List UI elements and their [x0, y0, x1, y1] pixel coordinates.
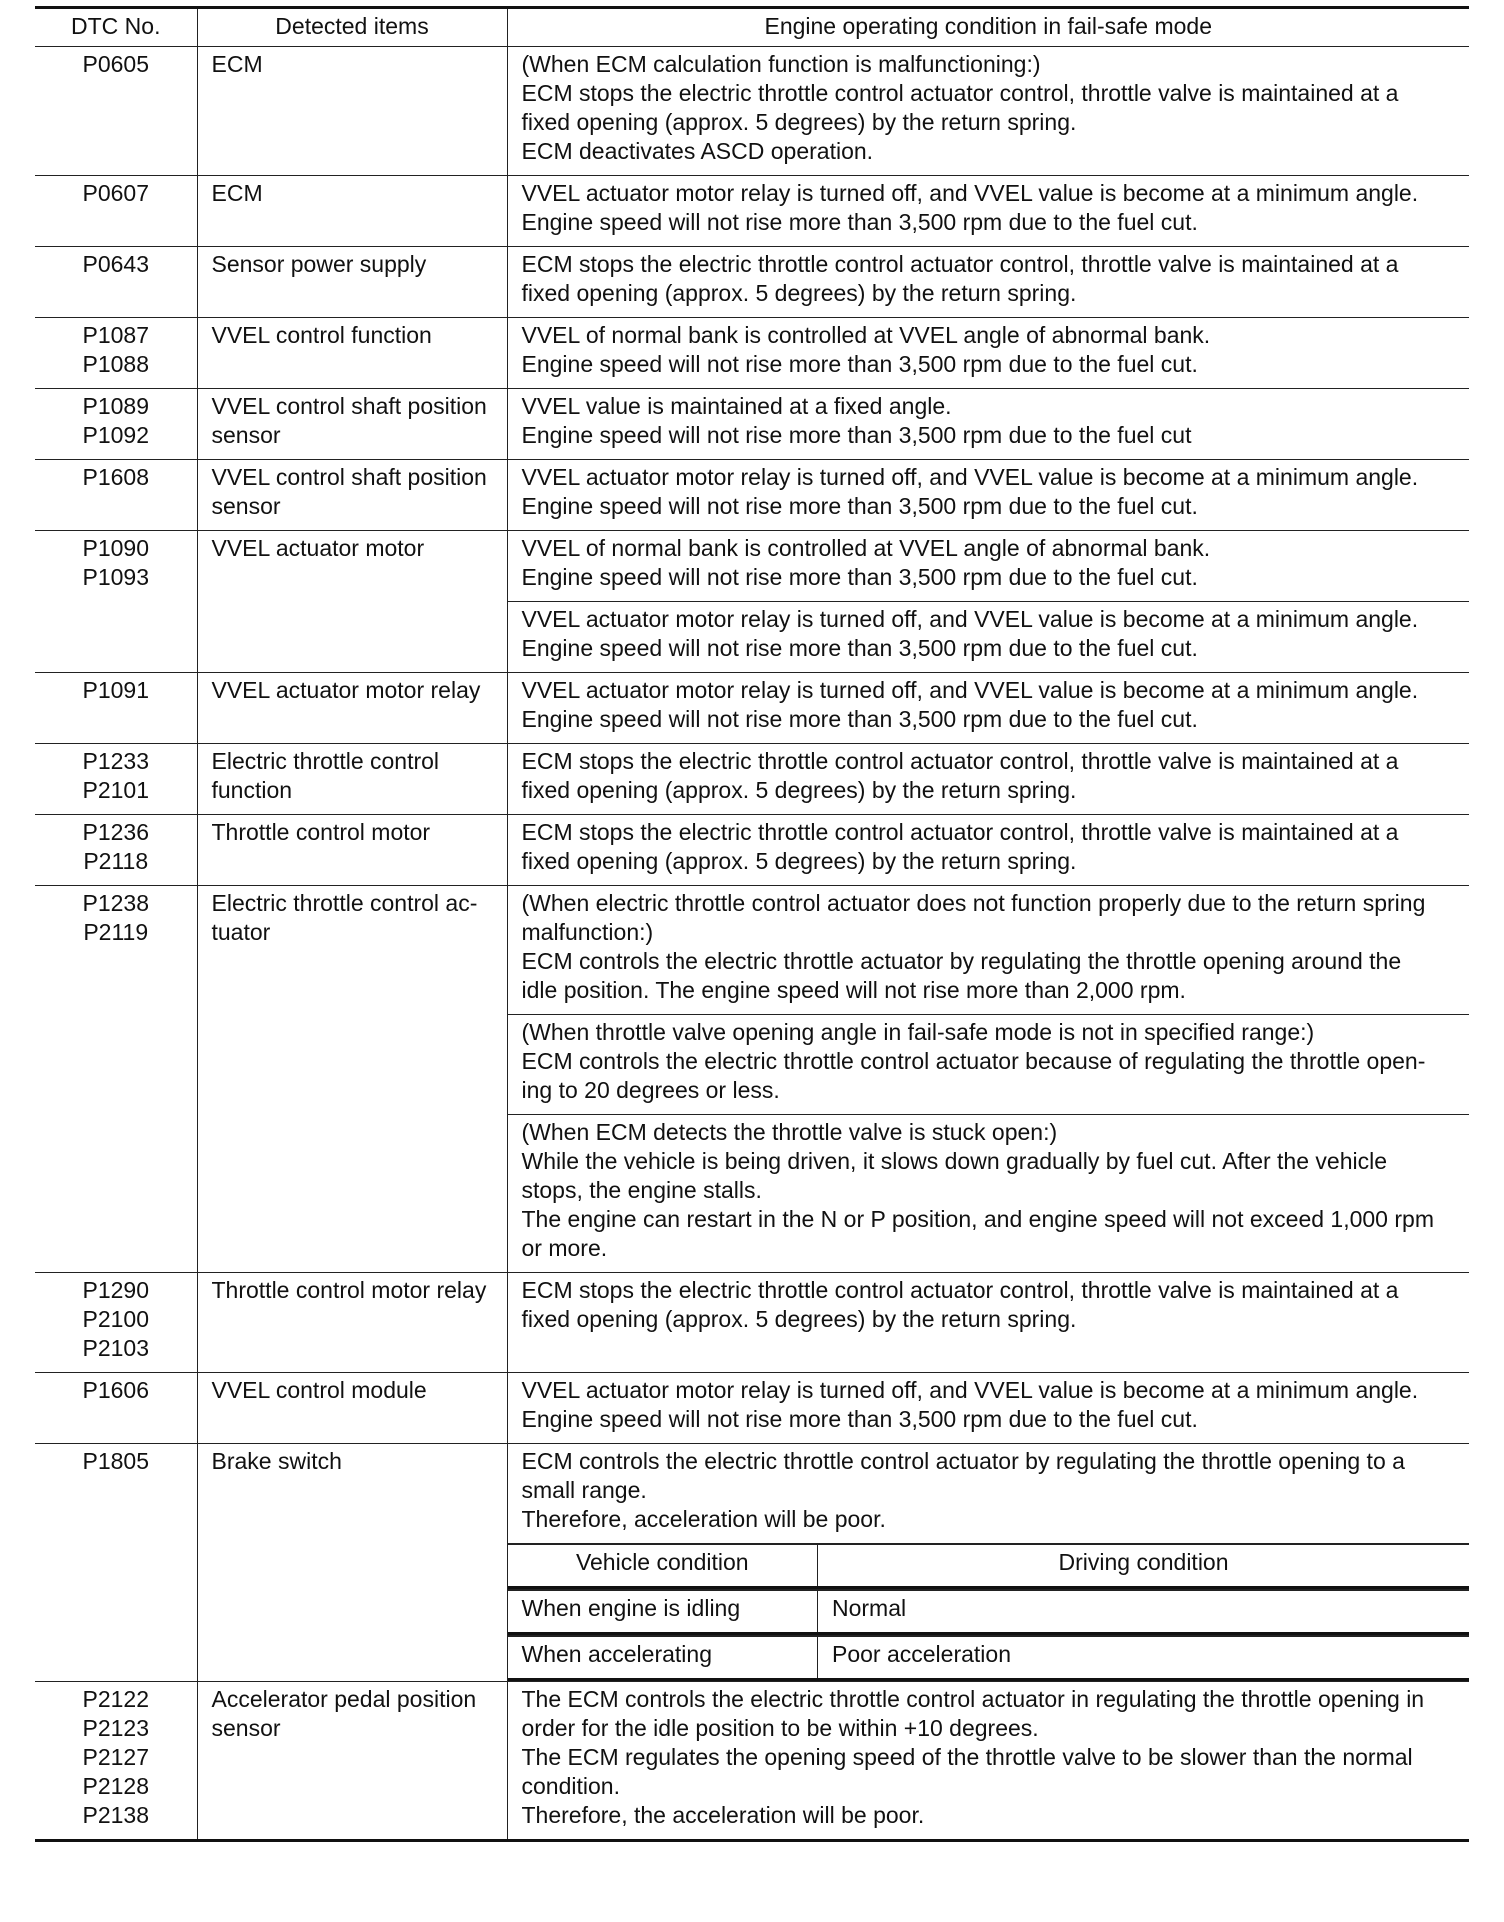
subtable-value: Poor acceleration [818, 1637, 1470, 1680]
condition-text: ECM stops the electric throttle control actuator control, throttle valve is maintained at a [521, 251, 1399, 277]
detected-item-cell [197, 886, 507, 1273]
dtc-code: P1091 [82, 677, 149, 703]
condition-cell [507, 247, 1469, 318]
condition-text: (When ECM calculation function is malfunctioning:) [521, 51, 1041, 77]
detected-item-cell [197, 460, 507, 531]
condition-text: Engine speed will not rise more than 3,500 rpm due to the fuel cut. [521, 1406, 1198, 1432]
dtc-code: P1238 [82, 890, 149, 916]
dtc-code: P1236 [82, 819, 149, 845]
condition-text: (When electric throttle control actuator does not function properly due to the return spring [521, 890, 1426, 916]
dtc-code: P1087 [82, 322, 149, 348]
dtc-code: P2119 [83, 919, 149, 945]
condition-text: ECM stops the electric throttle control actuator control, throttle valve is maintained at a [521, 819, 1399, 845]
condition-text: Engine speed will not rise more than 3,500 rpm due to the fuel cut [521, 422, 1192, 448]
condition-text: fixed opening (approx. 5 degrees) by the return spring. [521, 109, 1077, 135]
detected-item-cell [197, 815, 507, 886]
fail-safe-table [35, 6, 1469, 1842]
condition-text: Therefore, acceleration will be poor. [521, 1506, 886, 1532]
detected-item-text: VVEL control function [211, 322, 432, 348]
detected-item-text: Accelerator pedal position [211, 1686, 477, 1712]
condition-cell [507, 1444, 1469, 1544]
condition-text: fixed opening (approx. 5 degrees) by the return spring. [521, 848, 1077, 874]
condition-text: Engine speed will not rise more than 3,500 rpm due to the fuel cut. [521, 493, 1198, 519]
dtc-cell [35, 247, 197, 318]
condition-cell [507, 460, 1469, 531]
condition-text: The engine can restart in the N or P position, and engine speed will not exceed 1,000 rpm [521, 1206, 1434, 1232]
detected-item-text: Brake switch [211, 1448, 342, 1474]
condition-text: ECM stops the electric throttle control actuator control, throttle valve is maintained at a [521, 748, 1399, 774]
dtc-cell [35, 531, 197, 673]
condition-cell [507, 1273, 1469, 1373]
condition-text: (When ECM detects the throttle valve is stuck open:) [521, 1119, 1058, 1145]
detected-item-cell [197, 1444, 507, 1682]
condition-text: Engine speed will not rise more than 3,500 rpm due to the fuel cut. [521, 635, 1198, 661]
header-detected-items: Detected items [197, 8, 507, 47]
dtc-code: P2103 [82, 1335, 149, 1361]
dtc-cell [35, 460, 197, 531]
condition-text: ECM controls the electric throttle control actuator because of regulating the throttle open- [521, 1048, 1426, 1074]
table-row [35, 389, 1469, 460]
detected-item-cell [197, 673, 507, 744]
header-dtc-no: DTC No. [35, 8, 197, 47]
condition-text: VVEL of normal bank is controlled at VVEL angle of abnormal bank. [521, 322, 1211, 348]
condition-text: VVEL actuator motor relay is turned off, and VVEL value is become at a minimum angle. [521, 180, 1419, 206]
table-row [35, 1682, 1469, 1841]
condition-text: malfunction:) [521, 919, 654, 945]
condition-text: The ECM controls the electric throttle control actuator in regulating the throttle opening in [521, 1686, 1425, 1712]
detected-item-text: VVEL control shaft position [211, 464, 487, 490]
dtc-code: P2127 [82, 1744, 149, 1770]
condition-text: ECM stops the electric throttle control actuator control, throttle valve is maintained at a [521, 80, 1399, 106]
dtc-code: P0605 [82, 51, 149, 77]
table-row [35, 460, 1469, 531]
condition-text: Therefore, the acceleration will be poor. [521, 1802, 925, 1828]
dtc-cell [35, 389, 197, 460]
detected-item-text: tuator [211, 919, 271, 945]
condition-text: Engine speed will not rise more than 3,500 rpm due to the fuel cut. [521, 351, 1198, 377]
detected-item-text: Throttle control motor [211, 819, 431, 845]
dtc-code: P1608 [82, 464, 149, 490]
dtc-cell [35, 1444, 197, 1682]
condition-text: or more. [521, 1235, 608, 1261]
condition-text: stops, the engine stalls. [521, 1177, 762, 1203]
table-row [35, 744, 1469, 815]
dtc-cell [35, 1273, 197, 1373]
condition-text: (When throttle valve opening angle in fail-safe mode is not in specified range:) [521, 1019, 1315, 1045]
condition-subtable [508, 1544, 1470, 1589]
subtable-cell [507, 1544, 1469, 1590]
table-row [35, 1373, 1469, 1444]
condition-cell [507, 318, 1469, 389]
table-row [35, 247, 1469, 318]
condition-text: Engine speed will not rise more than 3,500 rpm due to the fuel cut. [521, 209, 1198, 235]
condition-cell [507, 1682, 1469, 1841]
condition-text: ECM controls the electric throttle actuator by regulating the throttle opening around the [521, 948, 1402, 974]
condition-text: ECM deactivates ASCD operation. [521, 138, 874, 164]
condition-text: VVEL actuator motor relay is turned off, and VVEL value is become at a minimum angle. [521, 1377, 1419, 1403]
dtc-code: P2128 [82, 1773, 149, 1799]
table-row [35, 318, 1469, 389]
subtable-cell [507, 1590, 1469, 1636]
condition-cell [507, 1373, 1469, 1444]
detected-item-cell [197, 318, 507, 389]
dtc-code: P2101 [82, 777, 149, 803]
detected-item-text: function [211, 777, 293, 803]
condition-text: ECM controls the electric throttle control actuator by regulating the throttle opening to a [521, 1448, 1405, 1474]
dtc-code: P1088 [82, 351, 149, 377]
dtc-code: P1090 [82, 535, 149, 561]
condition-subtable [508, 1590, 1470, 1635]
dtc-code: P2123 [82, 1715, 149, 1741]
table-row [35, 815, 1469, 886]
detected-item-text: Throttle control motor relay [211, 1277, 487, 1303]
detected-item-cell [197, 1373, 507, 1444]
detected-item-text: VVEL control module [211, 1377, 427, 1403]
detected-item-text: VVEL actuator motor relay [211, 677, 481, 703]
condition-cell [507, 531, 1469, 602]
dtc-code: P0607 [82, 180, 149, 206]
subtable-header: Vehicle condition [508, 1545, 818, 1588]
table-row [35, 531, 1469, 602]
dtc-code: P1290 [82, 1277, 149, 1303]
dtc-cell [35, 815, 197, 886]
condition-text: VVEL actuator motor relay is turned off, and VVEL value is become at a minimum angle. [521, 677, 1419, 703]
subtable-value: When engine is idling [508, 1591, 818, 1634]
dtc-code: P2138 [82, 1802, 149, 1828]
dtc-cell [35, 47, 197, 176]
table-row [35, 886, 1469, 1015]
table-row [35, 673, 1469, 744]
condition-text: VVEL value is maintained at a fixed angle. [521, 393, 952, 419]
dtc-code: P1233 [82, 748, 149, 774]
detected-item-text: sensor [211, 422, 281, 448]
condition-text: order for the idle position to be within +10 degrees. [521, 1715, 1039, 1741]
table-header-row [35, 8, 1469, 47]
condition-cell [507, 815, 1469, 886]
dtc-cell [35, 673, 197, 744]
detected-item-text: sensor [211, 1715, 281, 1741]
detected-item-cell [197, 1682, 507, 1841]
condition-text: fixed opening (approx. 5 degrees) by the return spring. [521, 280, 1077, 306]
condition-subtable [508, 1636, 1470, 1681]
dtc-code: P0643 [82, 251, 149, 277]
condition-text: VVEL of normal bank is controlled at VVEL angle of abnormal bank. [521, 535, 1211, 561]
detected-item-text: Sensor power supply [211, 251, 427, 277]
dtc-code: P2122 [82, 1686, 149, 1712]
condition-text: fixed opening (approx. 5 degrees) by the return spring. [521, 777, 1077, 803]
detected-item-text: Electric throttle control ac- [211, 890, 478, 916]
condition-text: idle position. The engine speed will not rise more than 2,000 rpm. [521, 977, 1186, 1003]
condition-text: While the vehicle is being driven, it slows down gradually by fuel cut. After the vehicle [521, 1148, 1387, 1174]
condition-text: The ECM regulates the opening speed of the throttle valve to be slower than the normal [521, 1744, 1413, 1770]
condition-text: VVEL actuator motor relay is turned off, and VVEL value is become at a minimum angle. [521, 464, 1419, 490]
condition-text: condition. [521, 1773, 620, 1799]
detected-item-text: VVEL actuator motor [211, 535, 425, 561]
detected-item-cell [197, 47, 507, 176]
condition-text: ing to 20 degrees or less. [521, 1077, 780, 1103]
detected-item-text: VVEL control shaft position [211, 393, 487, 419]
detected-item-cell [197, 389, 507, 460]
table-row [35, 176, 1469, 247]
dtc-code: P1089 [82, 393, 149, 419]
header-engine-condition: Engine operating condition in fail-safe mode [507, 8, 1469, 47]
subtable-cell [507, 1636, 1469, 1682]
subtable-value: Normal [818, 1591, 1470, 1634]
detected-item-cell [197, 1273, 507, 1373]
detected-item-cell [197, 531, 507, 673]
detected-item-text: ECM [211, 51, 263, 77]
condition-cell [507, 673, 1469, 744]
condition-cell [507, 47, 1469, 176]
dtc-code: P1093 [82, 564, 149, 590]
condition-cell [507, 602, 1469, 673]
dtc-cell [35, 1682, 197, 1841]
detected-item-cell [197, 247, 507, 318]
table-row [35, 1273, 1469, 1373]
condition-cell [507, 389, 1469, 460]
dtc-code: P2118 [83, 848, 149, 874]
table-row [35, 47, 1469, 176]
dtc-cell [35, 1373, 197, 1444]
condition-cell [507, 176, 1469, 247]
condition-cell [507, 1115, 1469, 1273]
detected-item-cell [197, 744, 507, 815]
condition-text: VVEL actuator motor relay is turned off, and VVEL value is become at a minimum angle. [521, 606, 1419, 632]
condition-cell [507, 886, 1469, 1015]
dtc-code: P1092 [82, 422, 149, 448]
detected-item-text: ECM [211, 180, 263, 206]
table-row [35, 1444, 1469, 1544]
condition-text: fixed opening (approx. 5 degrees) by the return spring. [521, 1306, 1077, 1332]
condition-text: ECM stops the electric throttle control actuator control, throttle valve is maintained at a [521, 1277, 1399, 1303]
condition-cell [507, 744, 1469, 815]
subtable-header: Driving condition [818, 1545, 1470, 1588]
condition-text: Engine speed will not rise more than 3,500 rpm due to the fuel cut. [521, 706, 1198, 732]
condition-text: small range. [521, 1477, 647, 1503]
condition-text: Engine speed will not rise more than 3,500 rpm due to the fuel cut. [521, 564, 1198, 590]
subtable-value: When accelerating [508, 1637, 818, 1680]
dtc-code: P2100 [82, 1306, 149, 1332]
dtc-code: P1606 [82, 1377, 149, 1403]
detected-item-text: sensor [211, 493, 281, 519]
condition-cell [507, 1015, 1469, 1115]
dtc-cell [35, 318, 197, 389]
detected-item-cell [197, 176, 507, 247]
dtc-cell [35, 886, 197, 1273]
dtc-cell [35, 176, 197, 247]
dtc-code: P1805 [82, 1448, 149, 1474]
detected-item-text: Electric throttle control [211, 748, 440, 774]
dtc-cell [35, 744, 197, 815]
